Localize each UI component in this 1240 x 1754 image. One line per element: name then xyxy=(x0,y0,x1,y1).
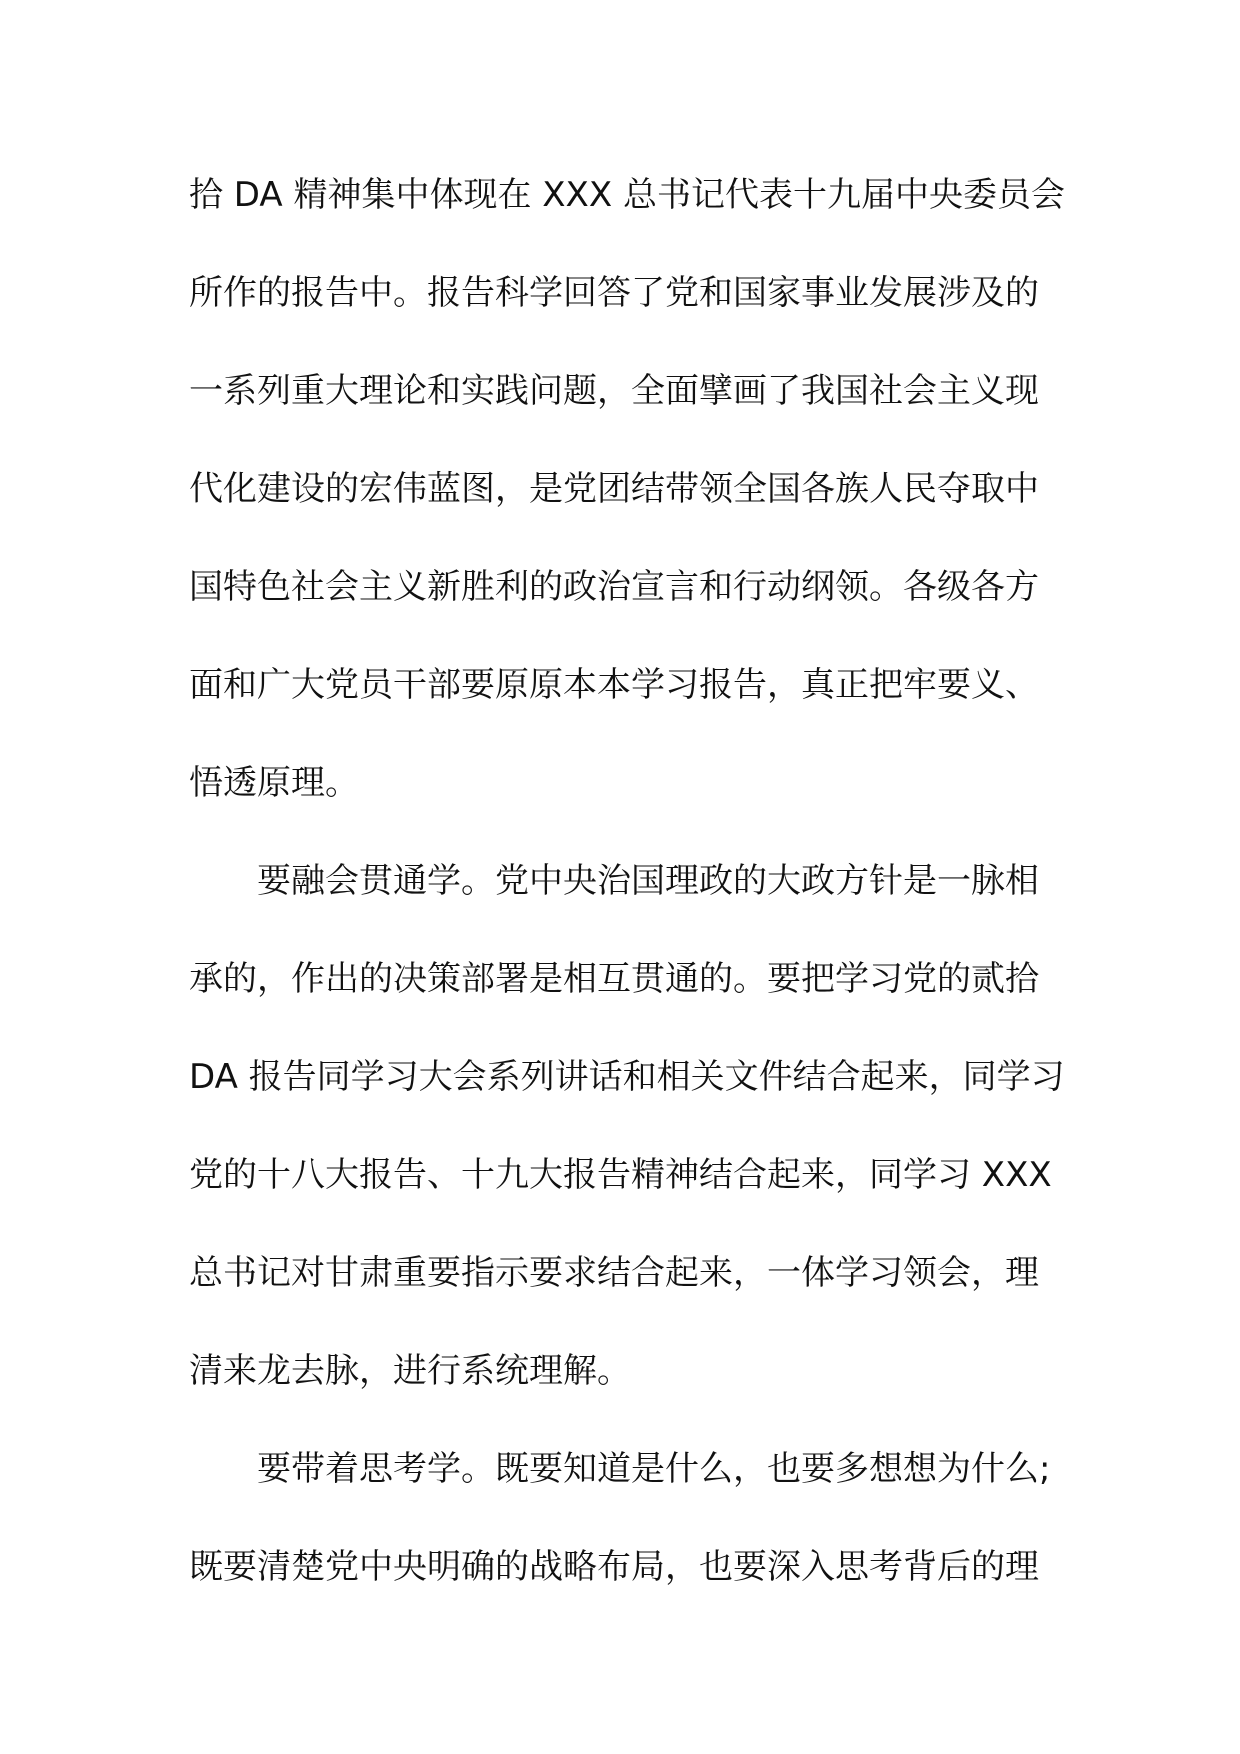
text-line: 承的，作出的决策部署是相互贯通的。要把学习党的贰拾 xyxy=(189,959,1039,999)
paragraph-start-line: 要融会贯通学。党中央治国理政的大政方针是一脉相 xyxy=(257,861,1039,901)
text-line: 国特色社会主义新胜利的政治宣言和行动纲领。各级各方 xyxy=(189,567,1039,607)
text-line: 既要清楚党中央明确的战略布局，也要深入思考背后的理 xyxy=(189,1547,1039,1587)
paragraph-start-line: 要带着思考学。既要知道是什么，也要多想想为什么; xyxy=(257,1449,1051,1489)
text-line: 面和广大党员干部要原原本本学习报告，真正把牢要义、 xyxy=(189,665,1039,705)
text-line: 所作的报告中。报告科学回答了党和国家事业发展涉及的 xyxy=(189,273,1039,313)
text-line: 悟透原理。 xyxy=(189,763,359,803)
text-line: 代化建设的宏伟蓝图，是党团结带领全国各族人民夺取中 xyxy=(189,469,1039,509)
text-line: 一系列重大理论和实践问题，全面擘画了我国社会主义现 xyxy=(189,371,1039,411)
text-line: DA 报告同学习大会系列讲话和相关文件结合起来，同学习 xyxy=(189,1057,1065,1097)
text-line: 拾 DA 精神集中体现在 XXX 总书记代表十九届中央委员会 xyxy=(189,175,1065,215)
text-line: 党的十八大报告、十九大报告精神结合起来，同学习 XXX xyxy=(189,1155,1052,1195)
text-line: 清来龙去脉，进行系统理解。 xyxy=(189,1351,631,1391)
text-line: 总书记对甘肃重要指示要求结合起来，一体学习领会，理 xyxy=(189,1253,1039,1293)
body-text xyxy=(189,160,1069,1630)
